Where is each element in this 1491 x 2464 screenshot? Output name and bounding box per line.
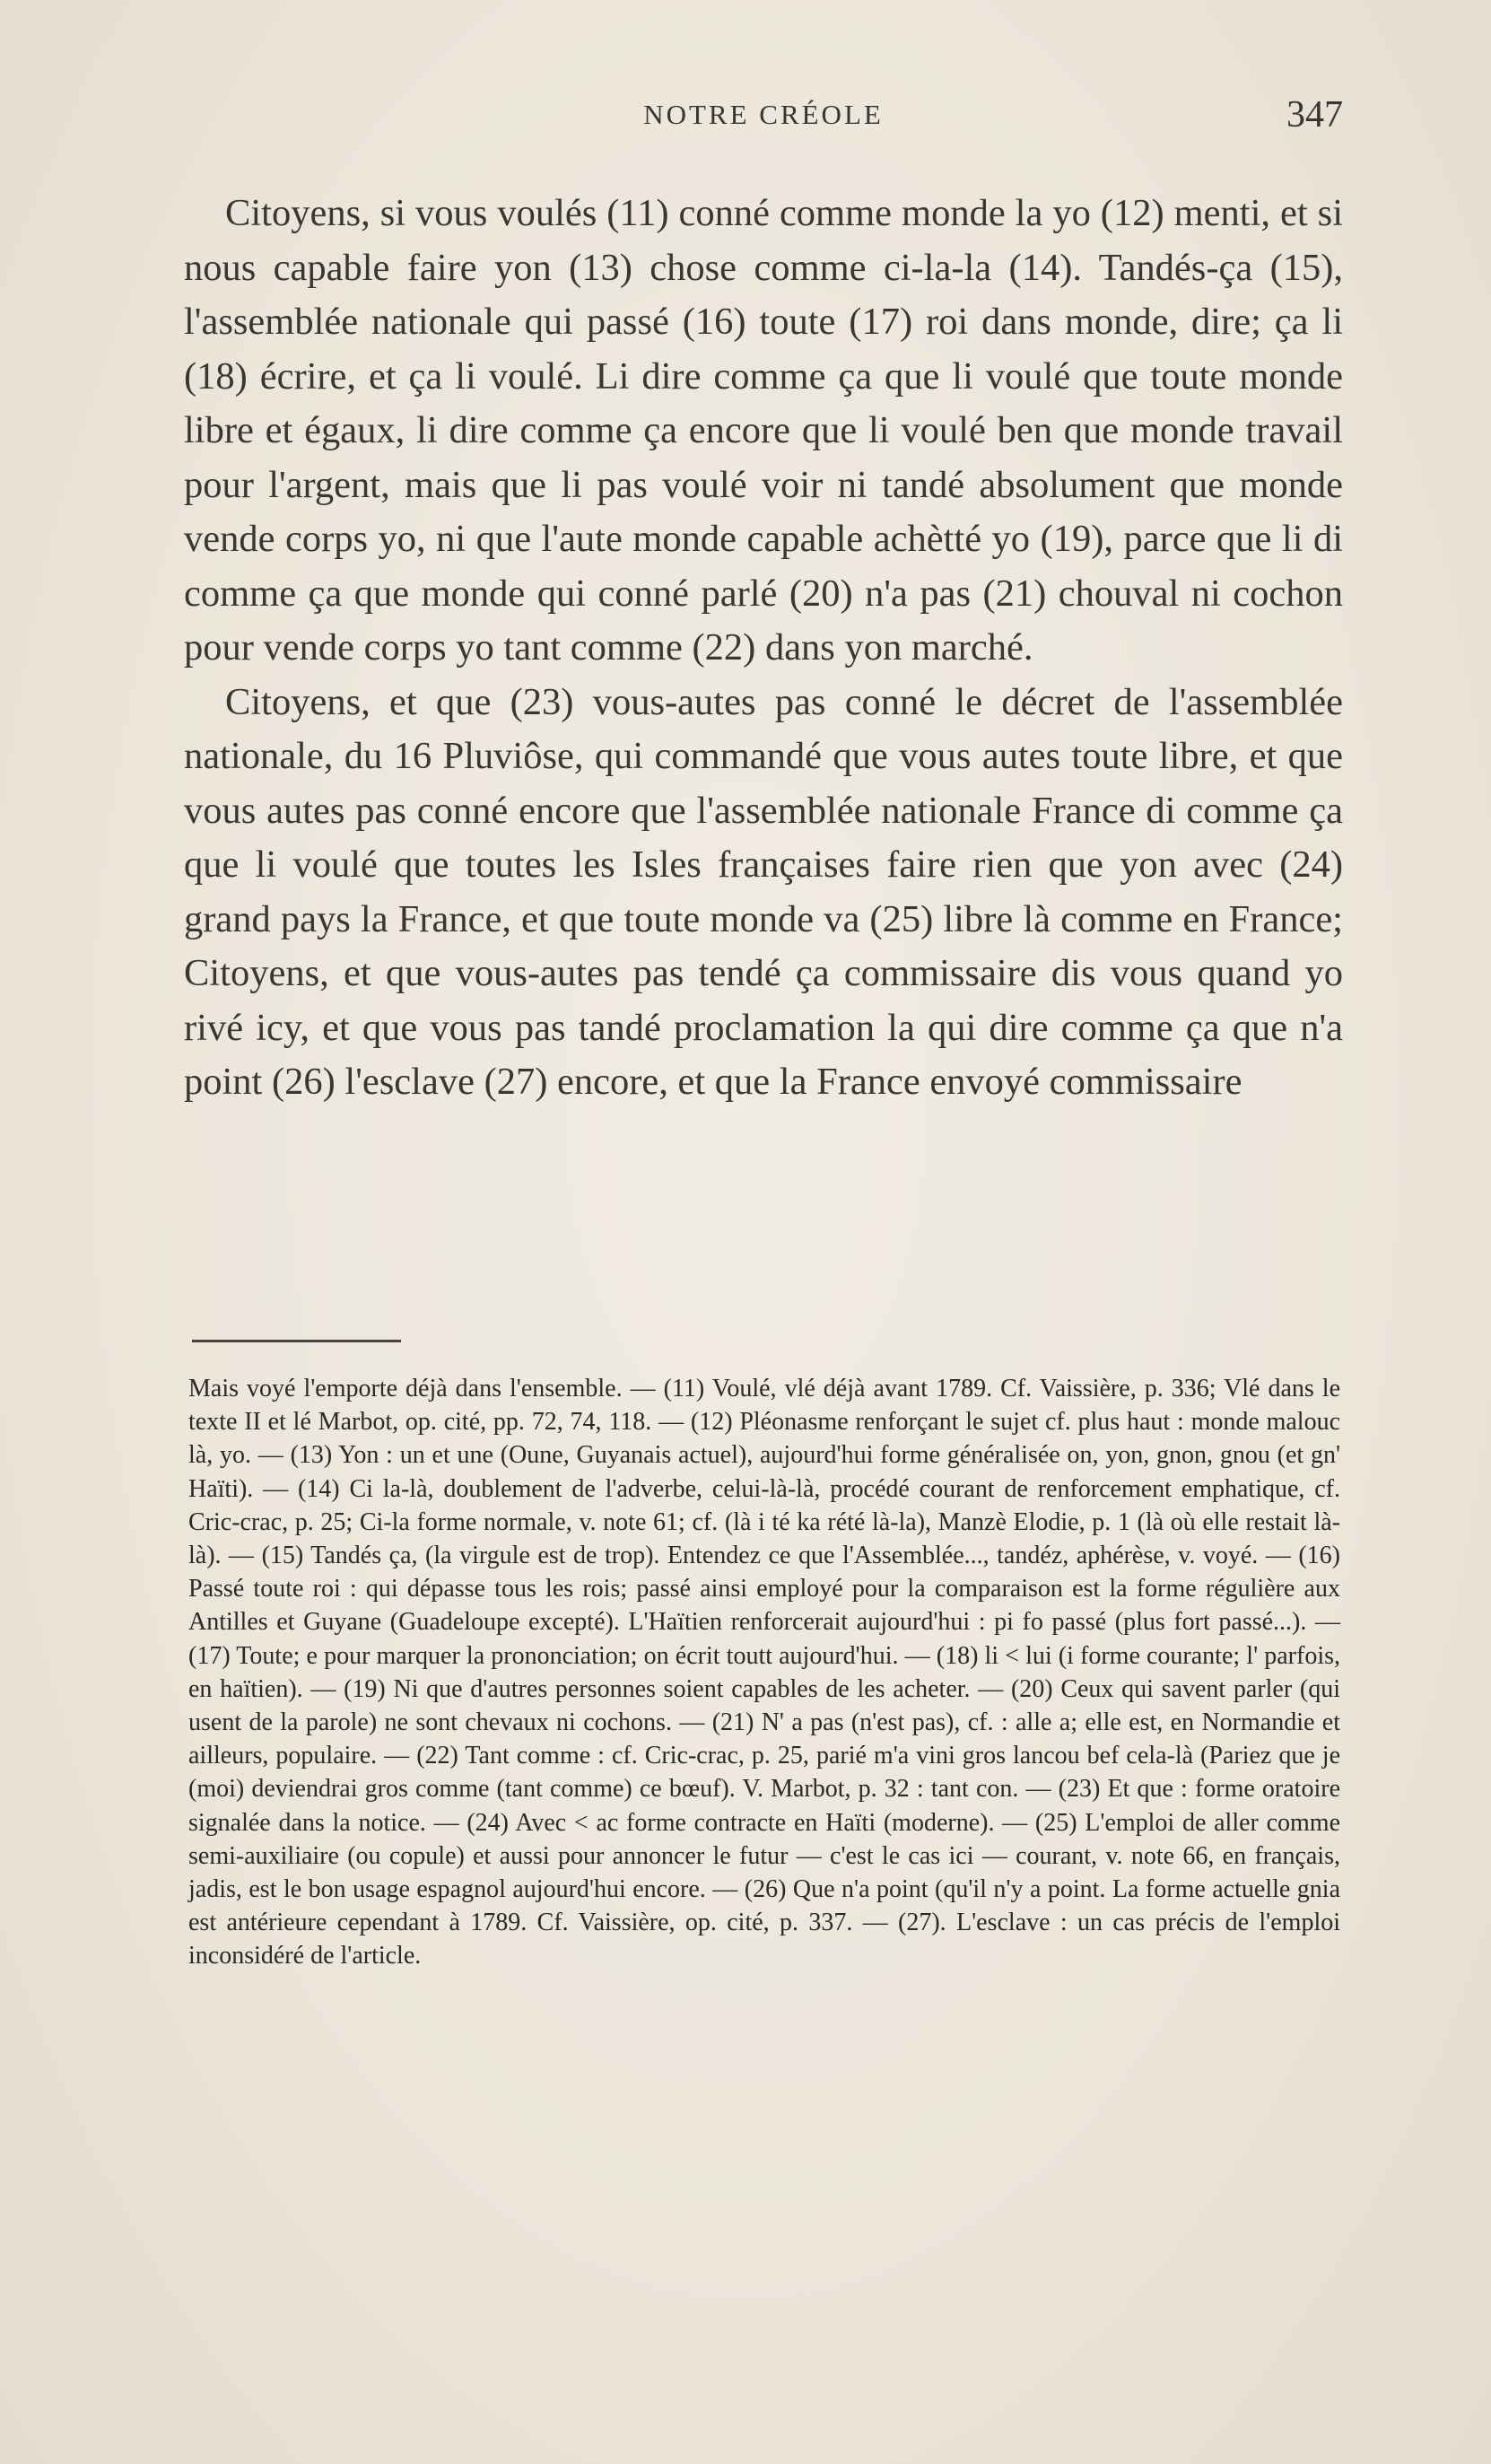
page-number: 347: [1286, 94, 1343, 135]
running-title: NOTRE CRÉOLE: [643, 99, 884, 130]
page-header: [184, 93, 1343, 147]
main-text: [184, 187, 1343, 1110]
paragraph-1: Citoyens, si vous voulés (11) conné comme monde la yo (12) menti, et si nous capable faire yon (13) chose comme ci-la-la (14). Tandés-ça (15), l'assemblée nationale qui passé (16) toute (17) roi dans monde, dire; ça li (18) écrire, et ça li voulé. Li dire comme ça que li voulé que toute monde libre et égaux, li dire comme ça encore que li voulé ben que monde travail pour l'argent, mais que li pas voulé voir ni tandé absolument que monde vende corps yo, ni que l'aute monde capable achètté yo (19), parce que li di comme ça que monde qui conné parlé (20) n'a pas (21) chouval ni cochon pour vende corps yo tant comme (22) dans yon marché.: [184, 192, 1343, 668]
footnote-separator: [192, 1340, 401, 1342]
paragraph-2: Citoyens, et que (23) vous-autes pas conné le décret de l'assemblée nationale, du 16 Pluviôse, qui commandé que vous autes toute libre, et que vous autes pas conné encore que l'assemblée nationale France di comme ça que li voulé que toutes les Isles françaises faire rien que yon avec (24) grand pays la France, et que toute monde va (25) libre là comme en France; Citoyens, et que vous-autes pas tendé ça commissaire dis vous quand yo rivé icy, et que vous pas tandé proclamation la qui dire comme ça que n'a point (26) l'esclave (27) encore, et que la France envoyé commissaire: [184, 680, 1343, 1103]
footnotes: [188, 1372, 1340, 1973]
footnotes-text: Mais voyé l'emporte déjà dans l'ensemble. — (11) Voulé, vlé déjà avant 1789. Cf. Vaissière, p. 336; Vlé dans le texte II et lé Marbot, op. cité, pp. 72, 74, 118. — (12) Pléonasme renforçant le sujet cf. plus haut : monde malouc là, yo. — (13) Yon : un et une (Oune, Guyanais actuel), aujourd'hui forme généralisée on, yon, gnon, gnou (et gn' Haïti). — (14) Ci la-là, doublement de l'adverbe, celui-là-là, procédé courant de renforcement emphatique, cf. Cric-crac, p. 25; Ci-la forme normale, v. note 61; cf. (là i té ka rété là-la), Manzè Elodie, p. 1 (là où elle restait là-là). — (15) Tandés ça, (la virgule est de trop). Entendez ce que l'Assemblée..., tandéz, aphérèse, v. voyé. — (16) Passé toute roi : qui dépasse tous les rois; passé ainsi employé pour la comparaison est la forme régulière aux Antilles et Guyane (Guadeloupe excepté). L'Haïtien renforcerait aujourd'hui : pi fo passé (plus fort passé...). — (17) Toute; e pour marquer la prononciation; on écrit toutt aujourd'hui. — (18) li < lui (i forme courante; l' parfois, en haïtien). — (19) Ni que d'autres personnes soient capables de les acheter. — (20) Ceux qui savent parler (qui usent de la parole) ne sont chevaux ni cochons. — (21) N' a pas (n'est pas), cf. : alle a; elle est, en Normandie et ailleurs, populaire. — (22) Tant comme : cf. Cric-crac, p. 25, parié m'a vini gros lancou bef cela-là (Pariez que je (moi) deviendrai gros comme (tant comme) ce bœuf). V. Marbot, p. 32 : tant con. — (23) Et que : forme oratoire signalée dans la notice. — (24) Avec < ac forme contracte en Haïti (moderne). — (25) L'emploi de aller comme semi-auxiliaire (ou copule) et aussi pour annoncer le futur — c'est le cas ici — courant, v. note 66, en français, jadis, est le bon usage espagnol aujourd'hui encore. — (26) Que n'a point (qu'il n'y a point. La forme actuelle gnia est antérieure cependant à 1789. Cf. Vaissière, op. cité, p. 337. — (27). L'esclave : un cas précis de l'emploi inconsidéré de l'article.: [188, 1375, 1340, 1970]
